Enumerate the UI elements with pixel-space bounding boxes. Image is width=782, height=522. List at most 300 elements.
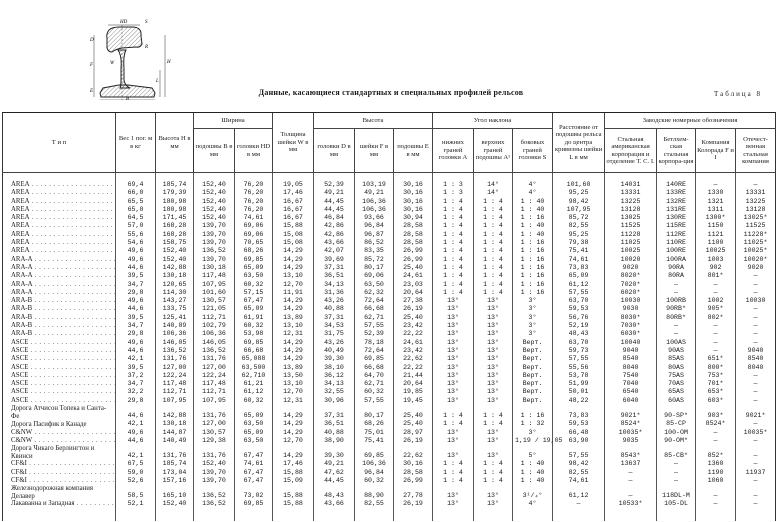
table-row xyxy=(3,214,776,222)
cell-distance-l: 73,83 xyxy=(553,264,605,272)
cell-height: 171,45 xyxy=(156,214,194,222)
cell-type: ASCE . . . xyxy=(3,380,116,388)
header-height-head: головки D в мм xyxy=(314,129,355,173)
table-row xyxy=(3,297,776,305)
cell-distance-l: 57,55 xyxy=(553,355,605,363)
cell-web-thickness: 14,29 xyxy=(273,339,314,347)
cell-code-bethlehem: 131RE xyxy=(657,206,696,214)
cell-width-base: 152,40 xyxy=(194,206,235,214)
cell-code-colorado: 10025 xyxy=(696,247,736,255)
cell-code-colorado: 1311 xyxy=(696,206,736,214)
cell-type: ASCE . . . xyxy=(3,388,116,396)
cell-code-domestic: — xyxy=(736,500,776,520)
cell-web-thickness: 12,31 xyxy=(273,330,314,338)
table-row xyxy=(3,198,776,206)
cell-height-head: 39,30 xyxy=(314,355,355,363)
cell-code-domestic: — xyxy=(736,281,776,289)
cell-height: 107,95 xyxy=(156,397,194,405)
cell-code-bethlehem: — xyxy=(657,469,696,477)
cell-angle-a1: 1 : 4 xyxy=(474,289,513,297)
cell-width-base: 152,40 xyxy=(194,189,235,197)
cell-angle-a: 1 : 4 xyxy=(433,469,474,477)
cell-height-head: 42,07 xyxy=(314,247,355,255)
cell-height-web: 86,52 xyxy=(355,239,394,247)
cell-distance-l: 75,41 xyxy=(553,247,605,255)
label-R: R xyxy=(145,45,149,50)
cell-angle-a: 1 : 4 xyxy=(433,477,474,485)
cell-angle-s: 3° xyxy=(513,429,553,437)
cell-weight: 34,7 xyxy=(116,281,156,289)
cell-width-base: 152,40 xyxy=(194,214,235,222)
cell-code-bethlehem: 100RE xyxy=(657,247,696,255)
cell-width-head: 70,65 xyxy=(235,239,273,247)
cell-distance-l: 82,55 xyxy=(553,469,605,477)
cell-angle-a: 13° xyxy=(433,429,474,437)
cell-width-base: 139,70 xyxy=(194,239,235,247)
cell-angle-s: 3° xyxy=(513,322,553,330)
cell-height-web: 62,71 xyxy=(355,380,394,388)
cell-angle-s: Верт. xyxy=(513,355,553,363)
cell-weight: 44,6 xyxy=(116,264,156,272)
cell-width-head: 65,09 xyxy=(235,429,273,437)
cell-height: 152,40 xyxy=(156,247,194,255)
cell-height-head: 40,49 xyxy=(314,347,355,355)
cell-code-colorado: 701* xyxy=(696,380,736,388)
cell-code-bethlehem: 65AS xyxy=(657,388,696,396)
table-row xyxy=(3,339,776,347)
cell-code-domestic: — xyxy=(736,477,776,485)
header-width-head: головки HD в мм xyxy=(235,129,273,173)
cell-angle-s: Верт. xyxy=(513,347,553,355)
cell-width-base: 139,70 xyxy=(194,256,235,264)
cell-weight: 65,0 xyxy=(116,206,156,214)
cell-height-web: 75,01 xyxy=(355,429,394,437)
cell-code-bethlehem: 60AS xyxy=(657,397,696,405)
cell-height-head: 49,21 xyxy=(314,189,355,197)
cell-type: CF&I . . . xyxy=(3,477,116,485)
cell-angle-s: 4° xyxy=(513,500,553,520)
cell-web-thickness: 13,10 xyxy=(273,380,314,388)
cell-angle-s: 4° xyxy=(513,189,553,197)
cell-code-domestic: 8040 xyxy=(736,364,776,372)
table-row xyxy=(3,289,776,297)
cell-type: AREA . . . xyxy=(3,173,116,190)
cell-angle-a1: 13° xyxy=(474,380,513,388)
cell-height-base: 25,40 xyxy=(394,264,433,272)
cell-code-tci: 10030 xyxy=(605,297,657,305)
cell-code-bethlehem: — xyxy=(657,322,696,330)
cell-distance-l: 61,12 xyxy=(553,281,605,289)
cell-web-thickness: 15,09 xyxy=(273,477,314,485)
cell-angle-a: 13° xyxy=(433,355,474,363)
cell-angle-a1: 13° xyxy=(474,372,513,380)
cell-angle-s: Верт. xyxy=(513,397,553,405)
cell-width-head: 76,20 xyxy=(235,173,273,190)
cell-web-thickness: 13,10 xyxy=(273,322,314,330)
cell-height-base: 27,38 xyxy=(394,297,433,305)
table-row xyxy=(3,189,776,197)
cell-angle-a: 13° xyxy=(433,330,474,338)
cell-height-head: 31,36 xyxy=(314,289,355,297)
cell-code-domestic: — xyxy=(736,380,776,388)
cell-distance-l: 79,38 xyxy=(553,239,605,247)
cell-width-base: 101,60 xyxy=(194,289,235,297)
cell-width-base: 139,70 xyxy=(194,231,235,239)
cell-height-head: 37,31 xyxy=(314,314,355,322)
cell-web-thickness: 17,46 xyxy=(273,189,314,197)
cell-width-head: 53,98 xyxy=(235,330,273,338)
cell-angle-a1: 13° xyxy=(474,297,513,305)
cell-code-domestic: — xyxy=(736,372,776,380)
cell-angle-a: 13° xyxy=(433,347,474,355)
cell-code-tci: 6030* xyxy=(605,330,657,338)
cell-height-web: 106,36 xyxy=(355,460,394,468)
cell-height: 142,88 xyxy=(156,405,194,420)
cell-angle-s: 1 : 16 xyxy=(513,256,553,264)
cell-width-head: 67,47 xyxy=(235,469,273,477)
cell-height: 158,75 xyxy=(156,239,194,247)
cell-angle-a: 13° xyxy=(433,339,474,347)
cell-code-colorado: 1190 xyxy=(696,469,736,477)
cell-height-base: 24,61 xyxy=(394,272,433,280)
cell-type: ARA-B . . . xyxy=(3,322,116,330)
cell-height-base: 30,16 xyxy=(394,460,433,468)
cell-code-bethlehem: 105-DL xyxy=(657,500,696,520)
cell-code-bethlehem: 90-OM* xyxy=(657,437,696,445)
table-row xyxy=(3,264,776,272)
cell-angle-a1: 13° xyxy=(474,314,513,322)
cell-angle-a: 1 : 4 xyxy=(433,206,474,214)
cell-angle-s: 3° xyxy=(513,305,553,313)
cell-weight: 57,0 xyxy=(116,222,156,230)
cell-angle-a1: 1 : 4 xyxy=(474,214,513,222)
cell-weight: 29,8 xyxy=(116,289,156,297)
cell-weight: 29,8 xyxy=(116,330,156,338)
header-factory-domestic: Отечест-венная стальная компания xyxy=(736,129,776,173)
cell-height: 143,27 xyxy=(156,297,194,305)
cell-code-bethlehem: 140RE xyxy=(657,173,696,190)
cell-height: 157,16 xyxy=(156,477,194,485)
header-factory-group: Заводские номерные обозначения xyxy=(605,113,776,129)
cell-distance-l: 51,99 xyxy=(553,380,605,388)
cell-height: 142,88 xyxy=(156,264,194,272)
cell-code-colorado: 802* xyxy=(696,314,736,322)
cell-angle-a1: 1 : 4 xyxy=(474,256,513,264)
label-H: H xyxy=(167,60,171,65)
cell-code-tci: 13331 xyxy=(605,189,657,197)
cell-type: ASCE . . . xyxy=(3,397,116,405)
cell-web-thickness: 15,88 xyxy=(273,222,314,230)
cell-web-thickness: 11,91 xyxy=(273,289,314,297)
cell-height-head: 38,10 xyxy=(314,364,355,372)
cell-distance-l: 57,55 xyxy=(553,289,605,297)
cell-code-colorado: — xyxy=(696,429,736,437)
cell-angle-a: 13° xyxy=(433,322,474,330)
cell-angle-s: 1 : 40 xyxy=(513,198,553,206)
cell-distance-l: 95,25 xyxy=(553,189,605,197)
cell-height: 114,30 xyxy=(156,289,194,297)
cell-angle-a: 1 : 4 xyxy=(433,460,474,468)
label-F: F xyxy=(90,63,94,68)
cell-code-colorado: 8524* xyxy=(696,420,736,428)
cell-height-web: 80,17 xyxy=(355,264,394,272)
cell-width-base: 106,36 xyxy=(194,330,235,338)
table-row xyxy=(3,206,776,214)
cell-code-domestic: 10025* xyxy=(736,247,776,255)
table-body xyxy=(3,173,776,521)
cell-type: ASCE . . . xyxy=(3,355,116,363)
cell-code-tci: 13225 xyxy=(605,198,657,206)
cell-code-tci: 8040 xyxy=(605,364,657,372)
cell-height-head: 46,84 xyxy=(314,214,355,222)
cell-type: ARA-A . . . xyxy=(3,256,116,264)
cell-height-base: 22,62 xyxy=(394,355,433,363)
cell-code-domestic: — xyxy=(736,305,776,313)
cell-web-thickness: 15,08 xyxy=(273,239,314,247)
cell-distance-l: 59,53 xyxy=(553,420,605,428)
cell-web-thickness: 12,70 xyxy=(273,388,314,396)
cell-code-bethlehem: 112RE xyxy=(657,231,696,239)
cell-web-thickness: 13,50 xyxy=(273,372,314,380)
cell-width-base: 139,70 xyxy=(194,477,235,485)
cell-code-domestic: 13331 xyxy=(736,189,776,197)
cell-code-bethlehem: — xyxy=(657,477,696,485)
cell-height-base: 26,99 xyxy=(394,247,433,255)
table-row xyxy=(3,330,776,338)
cell-width-head: 69,06 xyxy=(235,231,273,239)
cell-height-base: 26,19 xyxy=(394,305,433,313)
table-row xyxy=(3,314,776,322)
cell-width-base: 122,24 xyxy=(194,372,235,380)
cell-web-thickness: 14,29 xyxy=(273,264,314,272)
cell-width-base: 136,52 xyxy=(194,347,235,355)
cell-height-head: 43,66 xyxy=(314,239,355,247)
cell-weight: 69,4 xyxy=(116,173,156,190)
cell-code-domestic: — xyxy=(736,173,776,190)
table-row xyxy=(3,347,776,355)
cell-weight: 39,5 xyxy=(116,364,156,372)
cell-width-head: 61,12 xyxy=(235,388,273,396)
cell-height-base: 26,99 xyxy=(394,477,433,485)
cell-height-web: 60,32 xyxy=(355,388,394,396)
cell-weight: 54,6 xyxy=(116,239,156,247)
cell-code-tci: 9040 xyxy=(605,347,657,355)
cell-web-thickness: 13,89 xyxy=(273,314,314,322)
cell-height-head: 43,26 xyxy=(314,339,355,347)
table-row xyxy=(3,256,776,264)
cell-width-head: 63,50 xyxy=(235,420,273,428)
cell-angle-s: Верт. xyxy=(513,364,553,372)
cell-width-head: 60,32 xyxy=(235,281,273,289)
cell-width-base: 131,76 xyxy=(194,445,235,460)
cell-weight: 32,2 xyxy=(116,388,156,396)
cell-height-head: 43,26 xyxy=(314,297,355,305)
cell-code-tci: 11228 xyxy=(605,231,657,239)
cell-height: 168,28 xyxy=(156,222,194,230)
cell-height-web: 85,72 xyxy=(355,256,394,264)
cell-height-head: 42,86 xyxy=(314,222,355,230)
table-row xyxy=(3,405,776,420)
cell-web-thickness: 17,46 xyxy=(273,460,314,468)
cell-code-tci: — xyxy=(605,485,657,500)
cell-type: AREA . . . xyxy=(3,222,116,230)
cell-web-thickness: 12,31 xyxy=(273,397,314,405)
cell-angle-a: 13° xyxy=(433,380,474,388)
cell-type: Железнодорожная компания Делавер xyxy=(3,485,116,500)
cell-height-head: 44,45 xyxy=(314,198,355,206)
cell-angle-s: 4° xyxy=(513,173,553,190)
cell-weight: 39,5 xyxy=(116,272,156,280)
cell-weight: 44,6 xyxy=(116,305,156,313)
cell-height-web: 96,84 xyxy=(355,222,394,230)
cell-code-tci: 9030 xyxy=(605,305,657,313)
cell-angle-a: 1 : 4 xyxy=(433,272,474,280)
table-number: Таблица 8 xyxy=(714,90,762,98)
cell-angle-s: 1 : 16 xyxy=(513,289,553,297)
cell-width-base: 112,71 xyxy=(194,388,235,396)
cell-angle-s: 1 : 40 xyxy=(513,231,553,239)
cell-height-base: 28,97 xyxy=(394,429,433,437)
cell-code-tci: — xyxy=(605,477,657,485)
cell-type: ARA-A . . . xyxy=(3,272,116,280)
cell-weight: 59,0 xyxy=(116,469,156,477)
cell-code-bethlehem: 90AS xyxy=(657,347,696,355)
cell-angle-a: 13° xyxy=(433,485,474,500)
table-row xyxy=(3,364,776,372)
cell-angle-a1: 13° xyxy=(474,437,513,445)
cell-width-base: 117,48 xyxy=(194,272,235,280)
cell-height-head: 42,86 xyxy=(314,231,355,239)
cell-height: 165,10 xyxy=(156,485,194,500)
cell-web-thickness: 14,29 xyxy=(273,347,314,355)
cell-width-head: 61,21 xyxy=(235,380,273,388)
cell-height-head: 36,12 xyxy=(314,372,355,380)
cell-height: 180,98 xyxy=(156,198,194,206)
cell-height: 125,41 xyxy=(156,314,194,322)
cell-angle-a: 1 : 4 xyxy=(433,281,474,289)
table-row xyxy=(3,281,776,289)
cell-weight: 49,6 xyxy=(116,297,156,305)
cell-weight: 44,6 xyxy=(116,347,156,355)
cell-code-colorado: — xyxy=(696,500,736,520)
cell-width-head: 63,500 xyxy=(235,364,273,372)
cell-code-bethlehem: — xyxy=(657,460,696,468)
cell-height-base: 28,58 xyxy=(394,469,433,477)
cell-width-base: 107,95 xyxy=(194,281,235,289)
cell-height-base: 23,42 xyxy=(394,347,433,355)
cell-angle-a1: 13° xyxy=(474,305,513,313)
cell-distance-l: 73,83 xyxy=(553,405,605,420)
cell-angle-s: Верт. xyxy=(513,372,553,380)
cell-code-bethlehem: 90RA xyxy=(657,264,696,272)
cell-type: AREA . . . xyxy=(3,239,116,247)
cell-type: AREA . . . xyxy=(3,231,116,239)
cell-height-web: 66,68 xyxy=(355,364,394,372)
cell-width-head: 69,85 xyxy=(235,500,273,520)
cell-type: AREA . . . xyxy=(3,198,116,206)
cell-height-head: 36,51 xyxy=(314,272,355,280)
label-D: D xyxy=(90,38,94,43)
cell-weight: 49,6 xyxy=(116,247,156,255)
cell-width-base: 131,76 xyxy=(194,405,235,420)
cell-angle-a1: 13° xyxy=(474,429,513,437)
cell-web-thickness: 16,67 xyxy=(273,198,314,206)
cell-height-base: 19,45 xyxy=(394,397,433,405)
cell-code-tci: 13128 xyxy=(605,206,657,214)
table-row xyxy=(3,485,776,500)
cell-web-thickness: 19,05 xyxy=(273,173,314,190)
cell-height-base: 23,03 xyxy=(394,281,433,289)
cell-angle-s: 1 : 40 xyxy=(513,460,553,468)
table-row xyxy=(3,355,776,363)
cell-code-bethlehem: 85-CP xyxy=(657,420,696,428)
cell-width-head: 65,09 xyxy=(235,405,273,420)
cell-angle-s: 1 : 16 xyxy=(513,239,553,247)
cell-weight: 55,6 xyxy=(116,231,156,239)
header-width-base: подошвы B в мм xyxy=(194,129,235,173)
cell-width-head: 65,09 xyxy=(235,264,273,272)
cell-angle-a: 1 : 3 xyxy=(433,173,474,190)
cell-weight: 34,7 xyxy=(116,380,156,388)
cell-width-head: 76,20 xyxy=(235,189,273,197)
cell-distance-l: 57,55 xyxy=(553,445,605,460)
cell-web-thickness: 15,88 xyxy=(273,500,314,520)
cell-weight: 52,6 xyxy=(116,477,156,485)
cell-height-head: 37,31 xyxy=(314,405,355,420)
cell-width-head: 63,50 xyxy=(235,272,273,280)
cell-weight: 44,6 xyxy=(116,405,156,420)
cell-code-domestic: — xyxy=(736,437,776,445)
cell-angle-a: 1 : 4 xyxy=(433,247,474,255)
cell-width-head: 74,61 xyxy=(235,214,273,222)
header-width-group: Ширина xyxy=(194,113,273,129)
cell-code-tci: 11525 xyxy=(605,222,657,230)
cell-code-colorado: — xyxy=(696,330,736,338)
cell-angle-a: 1 : 4 xyxy=(433,214,474,222)
cell-height-head: 44,45 xyxy=(314,206,355,214)
cell-width-base: 121,05 xyxy=(194,305,235,313)
cell-height-base: 25,40 xyxy=(394,314,433,322)
cell-code-bethlehem: 80RB* xyxy=(657,314,696,322)
cell-height-base: 26,19 xyxy=(394,437,433,445)
cell-height: 130,18 xyxy=(156,272,194,280)
cell-height-head: 34,13 xyxy=(314,380,355,388)
cell-weight: 58,5 xyxy=(116,485,156,500)
cell-height-base: 30,16 xyxy=(394,189,433,197)
cell-code-bethlehem: 85-CB* xyxy=(657,445,696,460)
cell-code-bethlehem: 90RB* xyxy=(657,305,696,313)
cell-angle-a: 1 : 4 xyxy=(433,239,474,247)
cell-code-tci: 10040 xyxy=(605,339,657,347)
cell-code-domestic: 11937 xyxy=(736,469,776,477)
cell-angle-s: 3° xyxy=(513,297,553,305)
cell-code-colorado: 1100 xyxy=(696,239,736,247)
table-row xyxy=(3,388,776,396)
cell-code-domestic: 11525 xyxy=(736,222,776,230)
cell-code-colorado: 905* xyxy=(696,305,736,313)
cell-height-base: 30,16 xyxy=(394,206,433,214)
cell-angle-s: 1 : 40 xyxy=(513,206,553,214)
cell-code-tci: 7040 xyxy=(605,380,657,388)
cell-width-base: 146,05 xyxy=(194,339,235,347)
cell-code-colorado: 903* xyxy=(696,405,736,420)
cell-height-web: 83,35 xyxy=(355,247,394,255)
cell-code-bethlehem: 100RB xyxy=(657,297,696,305)
label-HD: HD xyxy=(120,20,128,25)
cell-height: 179,39 xyxy=(156,189,194,197)
cell-code-colorado: 1150 xyxy=(696,222,736,230)
cell-width-base: 127,00 xyxy=(194,420,235,428)
